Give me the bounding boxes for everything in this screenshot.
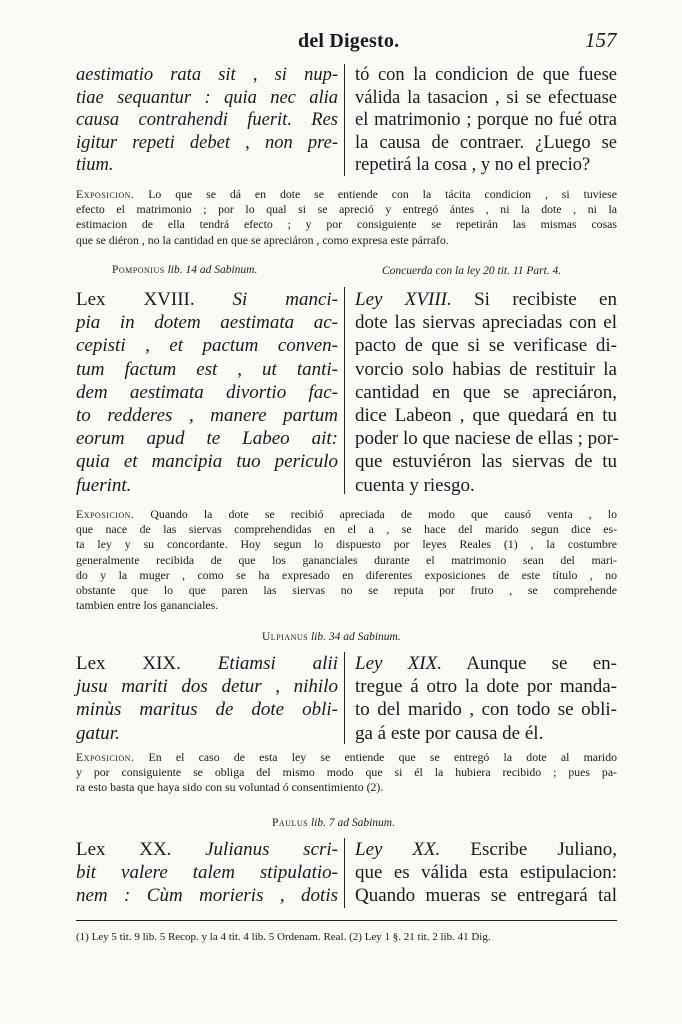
exposicion-line: En el caso de esta ley se entiende que se entregó la dote al marido <box>134 750 617 764</box>
latin-line: tum factum est , ut tanti- <box>76 358 338 380</box>
exposicion-line: ta ley y su concordante. Hoy segun lo dispuesto por leyes Reales (1) , la costumbre <box>76 537 617 552</box>
latin-column-3 <box>76 652 338 745</box>
spanish-line: Escribe Juliano, <box>440 839 617 860</box>
latin-line: cepisti , et pactum conven- <box>76 335 338 357</box>
spanish-line: tregue á otro la dote por manda- <box>355 676 617 698</box>
ley-heading: Ley XVIII. <box>355 289 452 310</box>
latin-line: bit valere talem stipulatio- <box>76 862 338 884</box>
latin-line: aestimatio rata sit , si nup- <box>76 65 338 85</box>
column-divider <box>344 64 345 176</box>
exposicion-line: que se diéron , no la cantidad en que se apreciáron , como expresa este párrafo. <box>76 232 449 247</box>
exposicion-label: Exposicion. <box>76 187 135 201</box>
latin-line: Si manci- <box>194 289 338 310</box>
spanish-line: dice Labeon , que quedará en tu <box>355 405 617 427</box>
spanish-column-2 <box>355 288 617 497</box>
exposicion-line: efecto el matrimonio ; por lo qual si se apreció y entregó ántes , ni la dote , ni la <box>76 202 617 217</box>
latin-line: Etiamsi alii <box>180 653 338 674</box>
latin-line: pia in dotem aestimata ac- <box>76 312 338 334</box>
exposicion-3 <box>76 750 617 796</box>
exposicion-label: Exposicion. <box>76 750 135 764</box>
exposicion-line: generalmente recibida de que los gananciales durante el matrimonio sean del mari- <box>76 552 617 567</box>
spanish-line: cantidad en que se apreciáron, <box>355 381 617 403</box>
latin-line: nem : Cùm morieris , dotis <box>76 885 338 907</box>
spanish-line: Aunque se en- <box>442 653 617 674</box>
ley-heading: Ley XIX. <box>355 653 442 674</box>
spanish-line: que es válida esta estipulacion: <box>355 862 617 884</box>
source-author: Ulpianus <box>262 631 309 643</box>
spanish-line: el matrimonio ; porque no fué otra <box>355 110 617 130</box>
source-citation-pomponius <box>112 264 257 276</box>
exposicion-line: y por consiguiente se obliga del mismo modo que si él la hubiera recibido ; pues pa- <box>76 765 617 780</box>
page-number: 157 <box>585 28 617 52</box>
exposicion-2 <box>76 507 617 613</box>
spanish-line: válida la tasacion , si se efectuase <box>355 87 617 108</box>
spanish-line: poder lo que naciese de ellas ; por- <box>355 428 619 450</box>
spanish-line: tó con la condicion de que fuese <box>355 65 617 85</box>
latin-line: causa contrahendi fuerit. Res <box>76 110 338 130</box>
spanish-line: cuenta y riesgo. <box>355 474 475 496</box>
source-reference: lib. 34 ad Sabinum. <box>308 631 401 643</box>
spanish-line: dote las siervas apreciadas con el <box>355 312 617 334</box>
latin-line: tiae sequantur : quia nec alia <box>76 87 338 108</box>
latin-line: eorum apud te Labeo ait: <box>76 428 338 450</box>
spanish-line: to del marido , con todo se obli- <box>355 699 617 721</box>
latin-line: quia et mancipia tuo periculo <box>76 451 338 473</box>
exposicion-1 <box>76 187 617 248</box>
lex-heading: Lex XX. <box>76 839 172 860</box>
exposicion-line: que nace de las siervas comprehendidas en el a , se hace del marido segun dice es- <box>76 522 617 537</box>
exposicion-line: tambien entre los gananciales. <box>76 598 219 613</box>
exposicion-line: Lo que se dá en dote se entiende con la tácita condicion , si tuviese <box>134 187 617 201</box>
spanish-line: que estuviéron las siervas de tu <box>355 451 617 473</box>
spanish-line: pacto de que si se verificase di- <box>355 335 617 357</box>
latin-line: to redderes , manere partum <box>76 405 338 427</box>
source-citation-ulpianus <box>262 631 401 643</box>
latin-column-2 <box>76 288 338 497</box>
spanish-column-1 <box>355 64 617 177</box>
latin-line: dem aestimata divortio fac- <box>76 381 338 403</box>
exposicion-line: estimacion de ella tendrá efecto ; y por consiguiente se repetirán las mismas cosas <box>76 217 617 232</box>
exposicion-line: do y la muger , como se ha expresado en diferentes exposiciones de este título , no <box>76 567 617 582</box>
spanish-line: repetirá la cosa , y no el precio? <box>355 155 591 175</box>
ley-heading: Ley XX. <box>355 839 441 860</box>
exposicion-line: obstante que lo que paren las siervas no se reputa por fruto , se comprehende <box>76 583 617 598</box>
spanish-line: ga á este por causa de él. <box>355 722 544 744</box>
spanish-line: Si recibiste en <box>451 289 617 310</box>
latin-line: tium. <box>76 155 114 175</box>
spanish-line: Quando mueras se entregará tal <box>355 885 617 907</box>
source-author: Paulus <box>272 817 309 829</box>
spanish-line: vorcio solo habias de restituir la <box>355 358 617 380</box>
spanish-column-3 <box>355 652 617 745</box>
column-divider <box>344 287 345 494</box>
source-reference: lib. 14 ad Sabinum. <box>164 264 258 276</box>
concordance-citation: Concuerda con la ley 20 tit. 11 Part. 4. <box>382 265 562 277</box>
latin-line: jusu mariti dos detur , nihilo <box>76 676 338 698</box>
footnote: (1) Ley 5 tit. 9 lib. 5 Recop. y la 4 tit. 4 lib. 5 Ordenam. Real. (2) Ley 1 §. 21 tit. 2 lib. 41 Dig. <box>76 931 491 943</box>
latin-line: gatur. <box>76 722 120 744</box>
source-reference: lib. 7 ad Sabinum. <box>308 817 395 829</box>
spanish-column-4 <box>355 838 617 908</box>
latin-line: igitur repeti debet , non pre- <box>76 132 338 153</box>
column-divider <box>344 838 345 908</box>
exposicion-line: ra esto basta que haya sido con su voluntad ó consentimiento (2). <box>76 780 384 795</box>
latin-line: Julianus scri- <box>171 839 338 860</box>
running-header: del Digesto. <box>298 30 400 52</box>
spanish-line: la causa de contraer. ¿Luego se <box>355 132 617 153</box>
latin-column-1 <box>76 64 338 177</box>
source-citation-paulus <box>272 817 395 829</box>
exposicion-line: Quando la dote se recibió apreciada de modo que causó venta , lo <box>134 507 617 521</box>
lex-heading: Lex XVIII. <box>76 289 195 310</box>
exposicion-label: Exposicion. <box>76 507 135 521</box>
latin-column-4 <box>76 838 338 908</box>
source-author: Pomponius <box>112 264 165 276</box>
footnote-rule <box>76 920 617 921</box>
latin-line: minùs maritus de dote obli- <box>76 699 338 721</box>
latin-line: fuerint. <box>76 474 132 496</box>
lex-heading: Lex XIX. <box>76 653 181 674</box>
column-divider <box>344 652 345 744</box>
